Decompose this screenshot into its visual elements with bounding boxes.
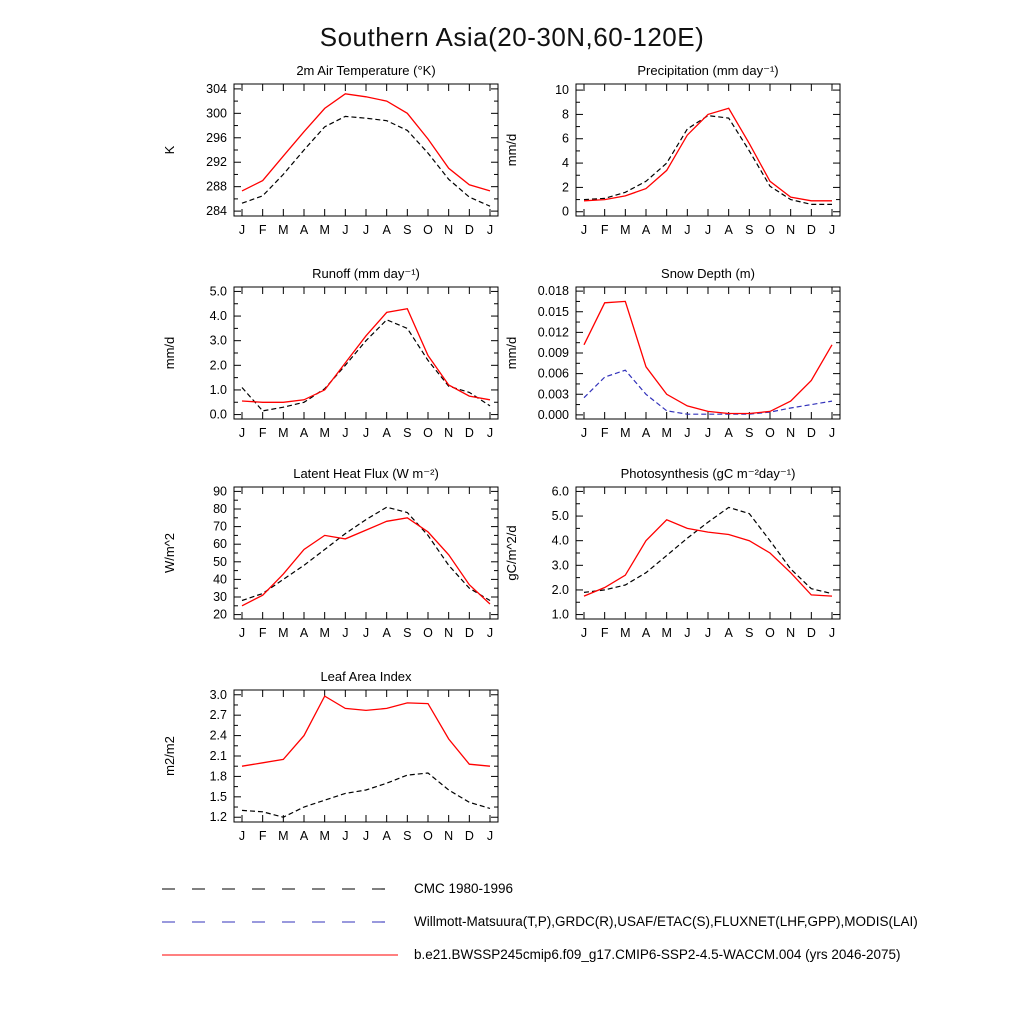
x-tick-label: S (745, 626, 754, 640)
plot-box (234, 84, 498, 216)
y-tick-label: 0.018 (537, 284, 569, 299)
x-tick-label: D (806, 626, 816, 640)
x-tick-label: A (382, 829, 391, 843)
x-tick-label: D (806, 426, 816, 440)
x-tick-label: J (362, 829, 370, 843)
y-axis-label: mm/d (504, 133, 519, 167)
x-tick-label: J (362, 426, 370, 440)
series-cmc-obs (584, 116, 832, 205)
series-modis-obs (242, 773, 490, 817)
x-tick-label: J (828, 223, 836, 237)
x-tick-label: D (464, 426, 474, 440)
y-tick-label: 4 (562, 156, 569, 171)
legend-line-sample (160, 883, 400, 895)
legend-row (160, 905, 918, 938)
x-tick-label: O (765, 626, 775, 640)
x-tick-label: A (299, 829, 309, 843)
x-tick-label: F (258, 223, 267, 237)
y-tick-label: 0.0 (209, 407, 227, 422)
x-tick-label: D (464, 626, 474, 640)
y-tick-label: 0 (562, 204, 569, 219)
x-tick-label: D (464, 829, 474, 843)
series-model (584, 108, 832, 201)
legend (160, 872, 918, 971)
chart-2m-air-temperature (158, 54, 508, 265)
x-tick-label: J (342, 829, 349, 843)
y-tick-label: 300 (206, 106, 227, 121)
y-tick-label: 0.003 (537, 387, 569, 402)
y-tick-label: 2.7 (209, 708, 227, 723)
y-axis-label: mm/d (504, 336, 519, 370)
x-tick-label: A (641, 626, 651, 640)
series-usaf-etac-obs (584, 370, 832, 414)
y-tick-label: 50 (213, 554, 227, 569)
y-tick-label: 90 (213, 484, 227, 499)
x-tick-label: J (704, 626, 712, 640)
x-tick-label: J (486, 626, 494, 640)
y-tick-label: 0.015 (537, 304, 569, 319)
y-tick-label: 2 (562, 180, 569, 195)
y-tick-label: 30 (213, 590, 227, 604)
x-tick-label: A (641, 426, 651, 440)
y-tick-label: 1.0 (551, 607, 569, 622)
x-tick-label: F (258, 426, 267, 440)
x-tick-label: J (486, 829, 494, 843)
y-tick-label: 1.0 (209, 382, 227, 397)
chart-latent-heat-flux (158, 457, 508, 668)
x-tick-label: J (238, 223, 246, 237)
x-tick-label: J (828, 626, 836, 640)
chart-svg (500, 457, 850, 663)
y-tick-label: 1.8 (209, 769, 227, 784)
chart-svg (500, 54, 850, 260)
chart-title: 2m Air Temperature (°K) (296, 63, 436, 78)
plot-box (576, 84, 840, 216)
x-tick-label: N (444, 426, 454, 440)
x-tick-label: J (684, 426, 691, 440)
plot-box (234, 287, 498, 419)
plot-box (234, 487, 498, 619)
y-tick-label: 10 (555, 83, 569, 98)
y-tick-label: 80 (213, 502, 227, 516)
x-tick-label: J (238, 626, 246, 640)
x-tick-label: O (423, 829, 433, 843)
series-model (242, 696, 490, 766)
y-tick-label: 304 (206, 81, 227, 96)
x-tick-label: M (620, 223, 631, 237)
y-tick-label: 0.006 (537, 366, 569, 381)
x-tick-label: M (278, 223, 289, 237)
series-model (584, 520, 832, 596)
x-tick-label: S (403, 626, 412, 640)
x-tick-label: J (362, 223, 370, 237)
legend-label: b.e21.BWSSP245cmip6.f09_g17.CMIP6-SSP2-4.5-WACCM.004 (yrs 2046-2075) (414, 947, 901, 962)
y-tick-label: 296 (206, 130, 227, 145)
plot-box (576, 287, 840, 419)
chart-runoff (158, 257, 508, 468)
series-fluxnet-obs (584, 507, 832, 593)
x-tick-label: M (661, 426, 672, 440)
x-tick-label: J (342, 626, 349, 640)
series-grdc-obs (242, 320, 490, 411)
chart-svg (158, 54, 508, 260)
x-tick-label: A (724, 426, 733, 440)
x-tick-label: J (704, 223, 712, 237)
x-tick-label: N (786, 426, 796, 440)
x-tick-label: N (786, 626, 796, 640)
series-model (584, 301, 832, 413)
x-tick-label: J (684, 626, 691, 640)
x-tick-label: S (745, 426, 754, 440)
x-tick-label: J (580, 626, 588, 640)
x-tick-label: S (403, 829, 412, 843)
x-tick-label: M (319, 426, 330, 440)
x-tick-label: J (580, 223, 588, 237)
x-tick-label: M (278, 829, 289, 843)
series-model (242, 309, 490, 403)
y-tick-label: 284 (206, 204, 227, 219)
x-tick-label: A (299, 626, 309, 640)
x-tick-label: F (600, 223, 609, 237)
y-tick-label: 6.0 (551, 484, 569, 499)
x-tick-label: F (600, 426, 609, 440)
x-tick-label: F (600, 626, 609, 640)
x-tick-label: A (382, 426, 391, 440)
chart-leaf-area-index (158, 660, 508, 871)
legend-label: Willmott-Matsuura(T,P),GRDC(R),USAF/ETAC(S),FLUXNET(LHF,GPP),MODIS(LAI) (414, 914, 918, 929)
legend-label: CMC 1980-1996 (414, 881, 514, 896)
y-tick-label: 1.5 (209, 789, 227, 804)
chart-title: Latent Heat Flux (W m⁻²) (293, 466, 439, 481)
x-tick-label: F (258, 829, 267, 843)
x-tick-label: M (319, 829, 330, 843)
x-tick-label: N (444, 829, 454, 843)
x-tick-label: M (661, 223, 672, 237)
y-axis-label: gC/m^2/d (504, 525, 519, 581)
y-axis-label: W/m^2 (162, 532, 177, 574)
chart-snow-depth (500, 257, 850, 468)
legend-row (160, 938, 918, 971)
y-tick-label: 60 (213, 537, 227, 552)
y-tick-label: 0.009 (537, 346, 569, 360)
x-tick-label: D (806, 223, 816, 237)
chart-title: Runoff (mm day⁻¹) (312, 266, 420, 281)
series-model (242, 94, 490, 191)
x-tick-label: A (724, 626, 733, 640)
x-tick-label: S (745, 223, 754, 237)
x-tick-label: J (362, 626, 370, 640)
x-tick-label: M (620, 626, 631, 640)
chart-title: Leaf Area Index (320, 669, 412, 684)
y-tick-label: 2.1 (209, 749, 227, 763)
y-tick-label: 2.4 (209, 728, 227, 743)
y-tick-label: 3.0 (551, 558, 569, 573)
x-tick-label: S (403, 223, 412, 237)
chart-title: Precipitation (mm day⁻¹) (637, 63, 779, 78)
chart-title: Photosynthesis (gC m⁻²day⁻¹) (620, 466, 796, 481)
x-tick-label: D (464, 223, 474, 237)
y-tick-label: 2.0 (209, 358, 227, 373)
x-tick-label: S (403, 426, 412, 440)
y-tick-label: 3.0 (209, 687, 227, 702)
x-tick-label: J (238, 829, 246, 843)
x-tick-label: M (278, 626, 289, 640)
figure-title: Southern Asia(20-30N,60-120E) (319, 22, 705, 52)
x-tick-label: J (238, 426, 246, 440)
chart-svg (158, 457, 508, 663)
y-axis-label: mm/d (162, 336, 177, 370)
x-tick-label: M (661, 626, 672, 640)
legend-line-sample (160, 949, 400, 961)
x-tick-label: J (684, 223, 691, 237)
legend-row (160, 872, 918, 905)
y-tick-label: 70 (213, 519, 227, 534)
chart-precipitation (500, 54, 850, 265)
x-tick-label: M (319, 223, 330, 237)
x-tick-label: F (258, 626, 267, 640)
x-tick-label: N (444, 626, 454, 640)
y-tick-label: 5.0 (551, 509, 569, 524)
y-tick-label: 4.0 (209, 309, 227, 324)
legend-line-sample (160, 916, 400, 928)
y-axis-label: m2/m2 (162, 736, 177, 776)
x-tick-label: M (620, 426, 631, 440)
y-tick-label: 1.2 (209, 810, 227, 825)
y-tick-label: 2.0 (551, 582, 569, 597)
y-tick-label: 0.000 (537, 407, 569, 422)
x-tick-label: J (704, 426, 712, 440)
x-tick-label: N (786, 223, 796, 237)
y-tick-label: 6 (562, 131, 569, 146)
y-axis-label: K (162, 145, 177, 155)
x-tick-label: J (342, 223, 349, 237)
y-tick-label: 292 (206, 155, 227, 170)
y-tick-label: 40 (213, 572, 227, 587)
x-tick-label: A (724, 223, 733, 237)
chart-svg (158, 257, 508, 463)
x-tick-label: M (278, 426, 289, 440)
x-tick-label: O (765, 426, 775, 440)
y-tick-label: 5.0 (209, 284, 227, 299)
y-tick-label: 8 (562, 107, 569, 122)
x-tick-label: O (423, 223, 433, 237)
x-tick-label: J (828, 426, 836, 440)
x-tick-label: A (382, 223, 391, 237)
x-tick-label: J (486, 223, 494, 237)
y-tick-label: 20 (213, 607, 227, 622)
x-tick-label: A (641, 223, 651, 237)
chart-svg (158, 660, 508, 866)
x-tick-label: A (299, 426, 309, 440)
x-tick-label: J (580, 426, 588, 440)
y-tick-label: 288 (206, 179, 227, 194)
chart-photosynthesis (500, 457, 850, 668)
y-tick-label: 3.0 (209, 333, 227, 348)
x-tick-label: O (423, 426, 433, 440)
x-tick-label: A (299, 223, 309, 237)
chart-svg (500, 257, 850, 463)
x-tick-label: J (342, 426, 349, 440)
series-fluxnet-obs (242, 507, 490, 600)
chart-title: Snow Depth (m) (661, 266, 755, 281)
y-tick-label: 0.012 (537, 325, 569, 340)
x-tick-label: J (486, 426, 494, 440)
series-model (242, 518, 490, 606)
plot-box (576, 487, 840, 619)
x-tick-label: N (444, 223, 454, 237)
x-tick-label: O (423, 626, 433, 640)
y-tick-label: 4.0 (551, 533, 569, 548)
x-tick-label: O (765, 223, 775, 237)
x-tick-label: A (382, 626, 391, 640)
x-tick-label: M (319, 626, 330, 640)
